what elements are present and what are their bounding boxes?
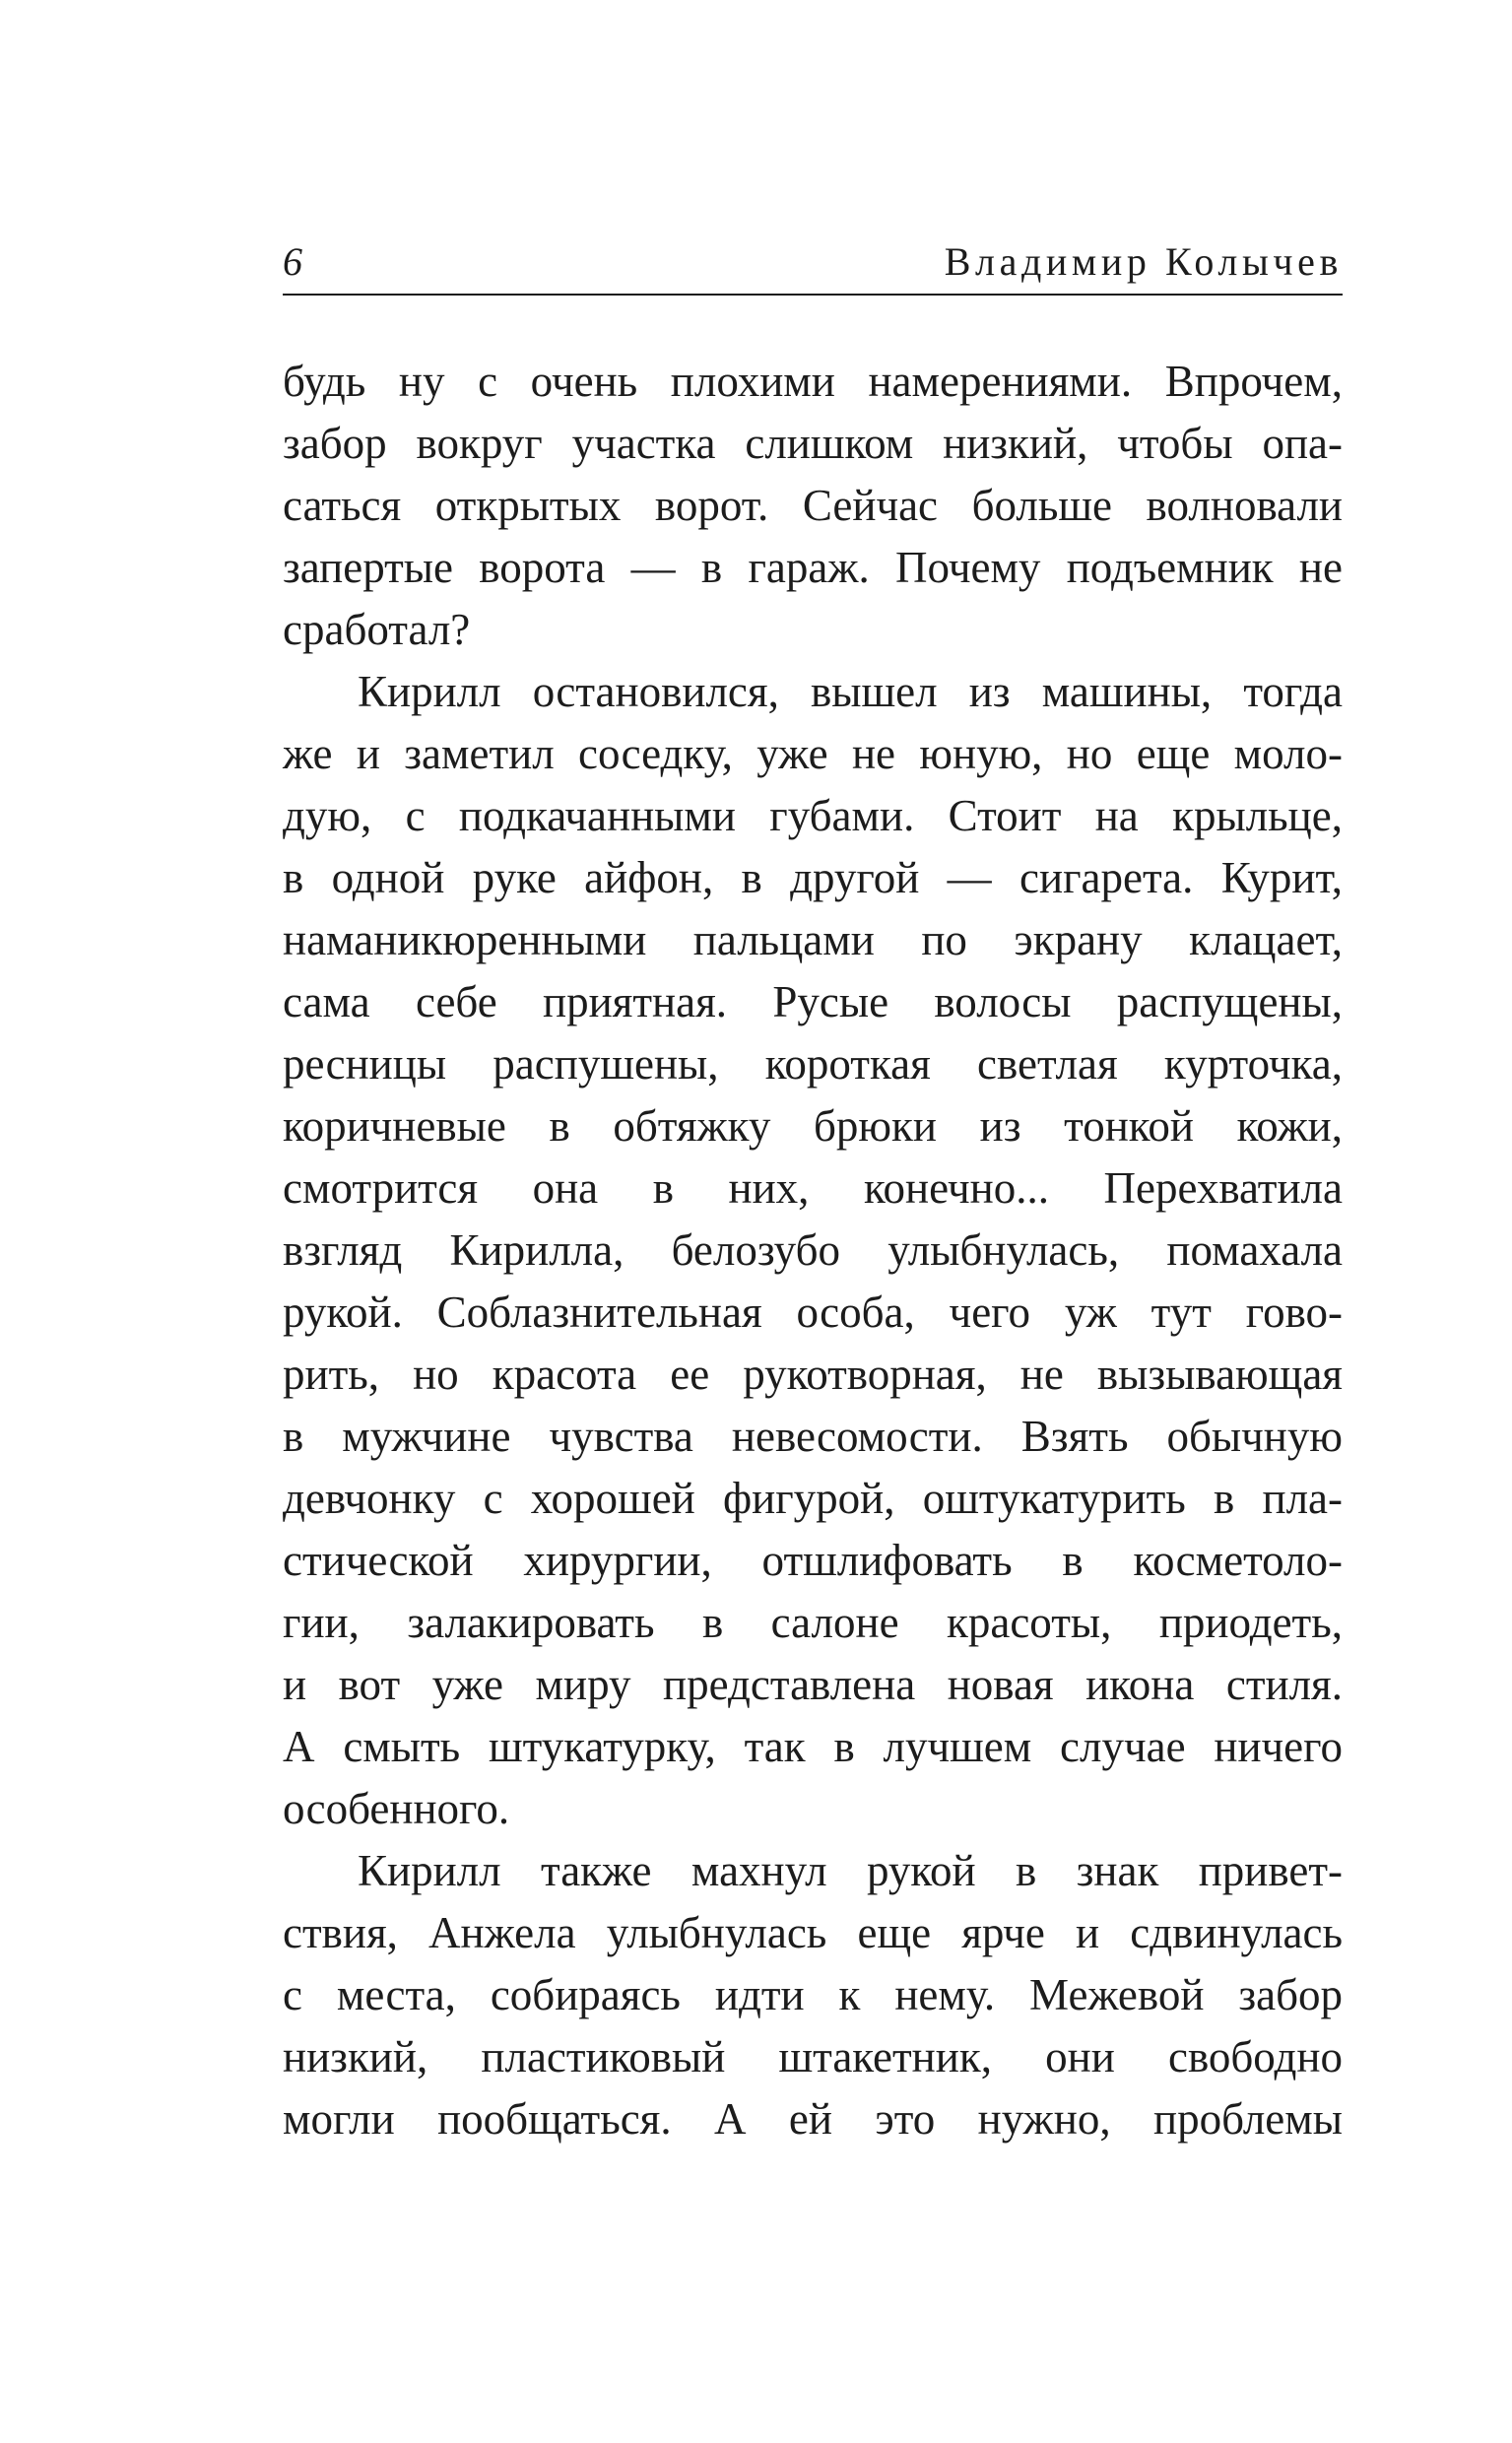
text-line: будь ну с очень плохими намерениями. Впрочем, [283, 357, 1343, 406]
text-line: с места, собираясь идти к нему. Межевой забор [283, 1970, 1343, 2019]
text-line: ствия, Анжела улыбнулась еще ярче и сдвинулась [283, 1908, 1343, 1957]
text-line: взгляд Кирилла, белозубо улыбнулась, помахала [283, 1225, 1343, 1275]
text-line: А смыть штукатурку, так в лучшем случае ничего [283, 1722, 1343, 1771]
text-line: и вот уже миру представлена новая икона стиля. [283, 1660, 1343, 1709]
text-line: рукой. Соблазнительная особа, чего уж тут гово- [283, 1288, 1343, 1337]
text-line: саться открытых ворот. Сейчас больше волновали [283, 481, 1343, 530]
text-line: забор вокруг участка слишком низкий, чтобы опа- [283, 419, 1343, 468]
running-header [283, 236, 1343, 288]
text-line: особенного. [283, 1784, 510, 1833]
text-line: сработал? [283, 605, 471, 654]
text-line: Кирилл также махнул рукой в знак привет- [358, 1846, 1343, 1895]
text-line: девчонку с хорошей фигурой, оштукатурить в пла- [283, 1474, 1343, 1523]
text-line: дую, с подкачанными губами. Стоит на крыльце, [283, 791, 1343, 840]
header-divider [283, 294, 1343, 296]
text-line: в одной руке айфон, в другой — сигарета. Курит, [283, 853, 1343, 902]
text-line: могли пообщаться. А ей это нужно, проблемы [283, 2094, 1343, 2144]
text-line: запертые ворота — в гараж. Почему подъемник не [283, 543, 1343, 592]
text-line: Кирилл остановился, вышел из машины, тогда [358, 667, 1343, 716]
page-number: 6 [283, 239, 302, 284]
text-line: в мужчине чувства невесомости. Взять обычную [283, 1412, 1343, 1461]
text-line: сама себе приятная. Русые волосы распущены, [283, 977, 1343, 1026]
text-line: стической хирургии, отшлифовать в косметоло- [283, 1536, 1343, 1585]
body-text [283, 351, 1343, 2150]
text-line: рить, но красота ее рукотворная, не вызывающая [283, 1350, 1343, 1399]
author-name: Владимир Колычев [944, 239, 1343, 284]
text-line: ресницы распушены, короткая светлая курточка, [283, 1039, 1343, 1089]
text-line: смотрится она в них, конечно... Перехватила [283, 1163, 1343, 1213]
text-line: наманикюренными пальцами по экрану клацает, [283, 915, 1343, 964]
text-line: гии, залакировать в салоне красоты, приодеть, [283, 1598, 1343, 1647]
text-line: коричневые в обтяжку брюки из тонкой кожи, [283, 1101, 1343, 1151]
text-line: низкий, пластиковый штакетник, они свободно [283, 2032, 1343, 2081]
text-line: же и заметил соседку, уже не юную, но еще моло- [283, 729, 1343, 778]
